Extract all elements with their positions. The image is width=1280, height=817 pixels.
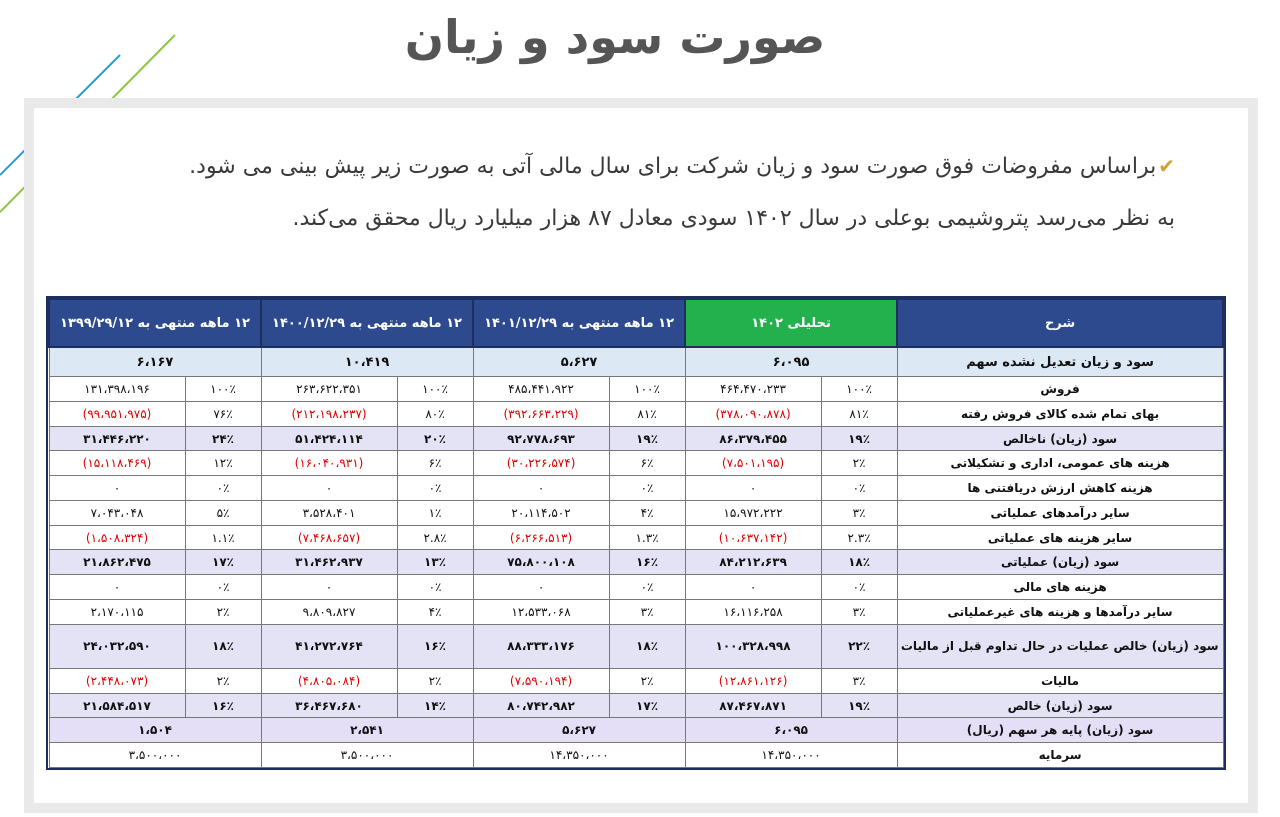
amount-cell: (۷،۴۶۸،۶۵۷) (261, 525, 397, 550)
amount-cell: (۳۷۸،۰۹۰،۸۷۸) (685, 401, 821, 426)
percent-cell: ۳٪ (821, 668, 897, 693)
amount-cell: ۷۵،۸۰۰،۱۰۸ (473, 550, 609, 575)
percent-cell: ۰٪ (397, 575, 473, 600)
header-period-1400: ۱۲ ماهه منتهی به ۱۴۰۰/۱۲/۲۹ (261, 299, 473, 347)
income-statement-table (48, 298, 1224, 768)
amount-cell: ۱۵،۹۷۲،۲۲۲ (685, 500, 821, 525)
amount-cell: (۷،۵۰۱،۱۹۵) (685, 451, 821, 476)
row-label: سود و زیان تعدیل نشده سهم (897, 347, 1223, 377)
percent-cell: ۲.۳٪ (821, 525, 897, 550)
percent-cell: ۰٪ (609, 575, 685, 600)
table-row (49, 426, 1223, 451)
capital-value: ۱۴،۳۵۰،۰۰۰ (685, 743, 897, 768)
amount-cell: (۳۹۲،۶۶۳،۲۲۹) (473, 401, 609, 426)
row-label: فروش (897, 377, 1223, 402)
amount-cell: ۲۶۳،۶۲۲،۳۵۱ (261, 377, 397, 402)
amount-cell: (۲۱۲،۱۹۸،۲۳۷) (261, 401, 397, 426)
row-label: سایر درآمدهای عملیاتی (897, 500, 1223, 525)
percent-cell: ۱۹٪ (609, 426, 685, 451)
amount-cell: ۵۱،۴۲۴،۱۱۴ (261, 426, 397, 451)
percent-cell: ۱۰۰٪ (821, 377, 897, 402)
row-label: سود (زیان) عملیاتی (897, 550, 1223, 575)
amount-cell: ۰ (261, 476, 397, 501)
percent-cell: ۱۷٪ (185, 550, 261, 575)
percent-cell: ۶٪ (609, 451, 685, 476)
percent-cell: ۰٪ (185, 575, 261, 600)
eps-basic-value: ۶،۰۹۵ (685, 718, 897, 743)
table-row (49, 668, 1223, 693)
percent-cell: ۸۰٪ (397, 401, 473, 426)
percent-cell: ۱۰۰٪ (609, 377, 685, 402)
eps-value: ۵،۶۲۷ (473, 347, 685, 377)
amount-cell: (۴،۸۰۵،۰۸۴) (261, 668, 397, 693)
percent-cell: ۶٪ (397, 451, 473, 476)
amount-cell: (۶،۲۶۶،۵۱۳) (473, 525, 609, 550)
percent-cell: ۱۳٪ (397, 550, 473, 575)
percent-cell: ۵٪ (185, 500, 261, 525)
amount-cell: (۹۹،۹۵۱،۹۷۵) (49, 401, 185, 426)
percent-cell: ۱۰۰٪ (185, 377, 261, 402)
amount-cell: ۷،۰۴۳،۰۴۸ (49, 500, 185, 525)
amount-cell: (۱،۵۰۸،۳۲۴) (49, 525, 185, 550)
amount-cell: (۱۰،۶۳۷،۱۴۲) (685, 525, 821, 550)
percent-cell: ۲٪ (185, 600, 261, 625)
percent-cell: ۷۶٪ (185, 401, 261, 426)
percent-cell: ۱۸٪ (185, 624, 261, 668)
table-row-eps-unadjusted (49, 347, 1223, 377)
percent-cell: ۴٪ (397, 600, 473, 625)
amount-cell: ۳۱،۴۶۲،۹۳۷ (261, 550, 397, 575)
percent-cell: ۲٪ (609, 668, 685, 693)
amount-cell: (۱۵،۱۱۸،۴۶۹) (49, 451, 185, 476)
percent-cell: ۱۶٪ (397, 624, 473, 668)
header-forecast-1402: تحلیلی ۱۴۰۲ (685, 299, 897, 347)
percent-cell: ۱.۱٪ (185, 525, 261, 550)
amount-cell: ۲۰،۱۱۴،۵۰۲ (473, 500, 609, 525)
row-label: بهای تمام شده کالای فروش رفته (897, 401, 1223, 426)
amount-cell: (۲،۴۴۸،۰۷۳) (49, 668, 185, 693)
amount-cell: ۸۰،۷۴۲،۹۸۲ (473, 693, 609, 718)
intro-line-2: به نظر می‌رسد پتروشیمی بوعلی در سال ۱۴۰۲ سودی معادل ۸۷ هزار میلیارد ریال محقق می‌کند. (292, 206, 1175, 231)
percent-cell: ۱۶٪ (609, 550, 685, 575)
amount-cell: ۳۶،۴۶۷،۶۸۰ (261, 693, 397, 718)
header-description: شرح (897, 299, 1223, 347)
percent-cell: ۲۰٪ (397, 426, 473, 451)
percent-cell: ۲٪ (397, 668, 473, 693)
table-row (49, 693, 1223, 718)
amount-cell: ۱۰۰،۳۲۸،۹۹۸ (685, 624, 821, 668)
amount-cell: (۷،۵۹۰،۱۹۴) (473, 668, 609, 693)
amount-cell: (۳۰،۲۲۶،۵۷۴) (473, 451, 609, 476)
row-label: سود (زیان) پایه هر سهم (ریال) (897, 718, 1223, 743)
percent-cell: ۱۷٪ (609, 693, 685, 718)
percent-cell: ۱۶٪ (185, 693, 261, 718)
amount-cell: ۲۱،۸۶۲،۴۷۵ (49, 550, 185, 575)
amount-cell: ۸۷،۴۶۷،۸۷۱ (685, 693, 821, 718)
table-row (49, 550, 1223, 575)
percent-cell: ۱۰۰٪ (397, 377, 473, 402)
eps-value: ۶،۱۶۷ (49, 347, 261, 377)
amount-cell: ۹۲،۷۷۸،۶۹۳ (473, 426, 609, 451)
percent-cell: ۲٪ (821, 451, 897, 476)
percent-cell: ۱٪ (397, 500, 473, 525)
amount-cell: ۰ (473, 575, 609, 600)
header-period-1401: ۱۲ ماهه منتهی به ۱۴۰۱/۱۲/۲۹ (473, 299, 685, 347)
eps-value: ۱۰،۴۱۹ (261, 347, 473, 377)
amount-cell: ۰ (49, 575, 185, 600)
table-row (49, 401, 1223, 426)
percent-cell: ۱۴٪ (397, 693, 473, 718)
amount-cell: ۲،۱۷۰،۱۱۵ (49, 600, 185, 625)
eps-basic-value: ۱،۵۰۴ (49, 718, 261, 743)
amount-cell: ۱۲،۵۳۳،۰۶۸ (473, 600, 609, 625)
header-period-1399: ۱۲ ماهه منتهی به ۱۳۹۹/۲۹/۱۲ (49, 299, 261, 347)
row-label: هزینه های مالی (897, 575, 1223, 600)
amount-cell: ۸۸،۳۳۳،۱۷۶ (473, 624, 609, 668)
percent-cell: ۲۲٪ (821, 624, 897, 668)
percent-cell: ۳٪ (609, 600, 685, 625)
capital-value: ۱۴،۳۵۰،۰۰۰ (473, 743, 685, 768)
percent-cell: ۳٪ (821, 500, 897, 525)
percent-cell: ۱۹٪ (821, 693, 897, 718)
amount-cell: ۲۱،۵۸۴،۵۱۷ (49, 693, 185, 718)
row-label: سایر درآمدها و هزینه های غیرعملیاتی (897, 600, 1223, 625)
row-label: سود (زیان) خالص (897, 693, 1223, 718)
table-row (49, 575, 1223, 600)
table-row-capital (49, 743, 1223, 768)
row-label: سود (زیان) ناخالص (897, 426, 1223, 451)
amount-cell: ۴۶۴،۴۷۰،۲۳۳ (685, 377, 821, 402)
percent-cell: ۰٪ (185, 476, 261, 501)
amount-cell: ۰ (261, 575, 397, 600)
intro-line-1: ✔براساس مفروضات فوق صورت سود و زیان شرکت برای سال مالی آتی به صورت زیر پیش بینی می شود. (189, 154, 1175, 179)
row-label: سایر هزینه های عملیاتی (897, 525, 1223, 550)
percent-cell: ۱۸٪ (609, 624, 685, 668)
table-row (49, 624, 1223, 668)
amount-cell: ۱۳۱،۳۹۸،۱۹۶ (49, 377, 185, 402)
amount-cell: ۸۶،۳۷۹،۴۵۵ (685, 426, 821, 451)
percent-cell: ۰٪ (397, 476, 473, 501)
percent-cell: ۸۱٪ (609, 401, 685, 426)
percent-cell: ۲۴٪ (185, 426, 261, 451)
percent-cell: ۰٪ (821, 476, 897, 501)
percent-cell: ۴٪ (609, 500, 685, 525)
percent-cell: ۲.۸٪ (397, 525, 473, 550)
table-row-eps-basic (49, 718, 1223, 743)
percent-cell: ۱۹٪ (821, 426, 897, 451)
row-label: هزینه های عمومی، اداری و تشکیلاتی (897, 451, 1223, 476)
amount-cell: ۸۴،۲۱۲،۶۳۹ (685, 550, 821, 575)
amount-cell: ۰ (685, 575, 821, 600)
amount-cell: ۰ (685, 476, 821, 501)
capital-value: ۳،۵۰۰،۰۰۰ (261, 743, 473, 768)
table-header-row (49, 299, 1223, 347)
amount-cell: ۰ (473, 476, 609, 501)
percent-cell: ۰٪ (821, 575, 897, 600)
percent-cell: ۱۸٪ (821, 550, 897, 575)
table-row (49, 525, 1223, 550)
intro-text (60, 140, 1175, 245)
amount-cell: ۳،۵۲۸،۴۰۱ (261, 500, 397, 525)
eps-basic-value: ۵،۶۲۷ (473, 718, 685, 743)
percent-cell: ۲٪ (185, 668, 261, 693)
amount-cell: ۴۱،۲۷۲،۷۶۴ (261, 624, 397, 668)
row-label: هزینه کاهش ارزش دریافتنی ها (897, 476, 1223, 501)
double-check-icon: ✔ (1158, 154, 1175, 178)
amount-cell: ۳۱،۴۴۶،۲۲۰ (49, 426, 185, 451)
table-row (49, 377, 1223, 402)
table-row (49, 476, 1223, 501)
capital-value: ۳،۵۰۰،۰۰۰ (49, 743, 261, 768)
amount-cell: ۱۶،۱۱۶،۲۵۸ (685, 600, 821, 625)
percent-cell: ۸۱٪ (821, 401, 897, 426)
percent-cell: ۱۲٪ (185, 451, 261, 476)
row-label: سود (زیان) خالص عملیات در حال تداوم قبل از مالیات (897, 624, 1223, 668)
percent-cell: ۳٪ (821, 600, 897, 625)
percent-cell: ۰٪ (609, 476, 685, 501)
page-title: صورت سود و زیان (404, 10, 826, 64)
amount-cell: ۰ (49, 476, 185, 501)
row-label: مالیات (897, 668, 1223, 693)
amount-cell: ۴۸۵،۴۴۱،۹۲۲ (473, 377, 609, 402)
amount-cell: ۲۴،۰۳۲،۵۹۰ (49, 624, 185, 668)
eps-value: ۶،۰۹۵ (685, 347, 897, 377)
amount-cell: (۱۲،۸۶۱،۱۲۶) (685, 668, 821, 693)
table-row (49, 451, 1223, 476)
percent-cell: ۱.۳٪ (609, 525, 685, 550)
table-row (49, 500, 1223, 525)
table-row (49, 600, 1223, 625)
eps-basic-value: ۲،۵۴۱ (261, 718, 473, 743)
row-label: سرمایه (897, 743, 1223, 768)
amount-cell: (۱۶،۰۴۰،۹۳۱) (261, 451, 397, 476)
amount-cell: ۹،۸۰۹،۸۲۷ (261, 600, 397, 625)
